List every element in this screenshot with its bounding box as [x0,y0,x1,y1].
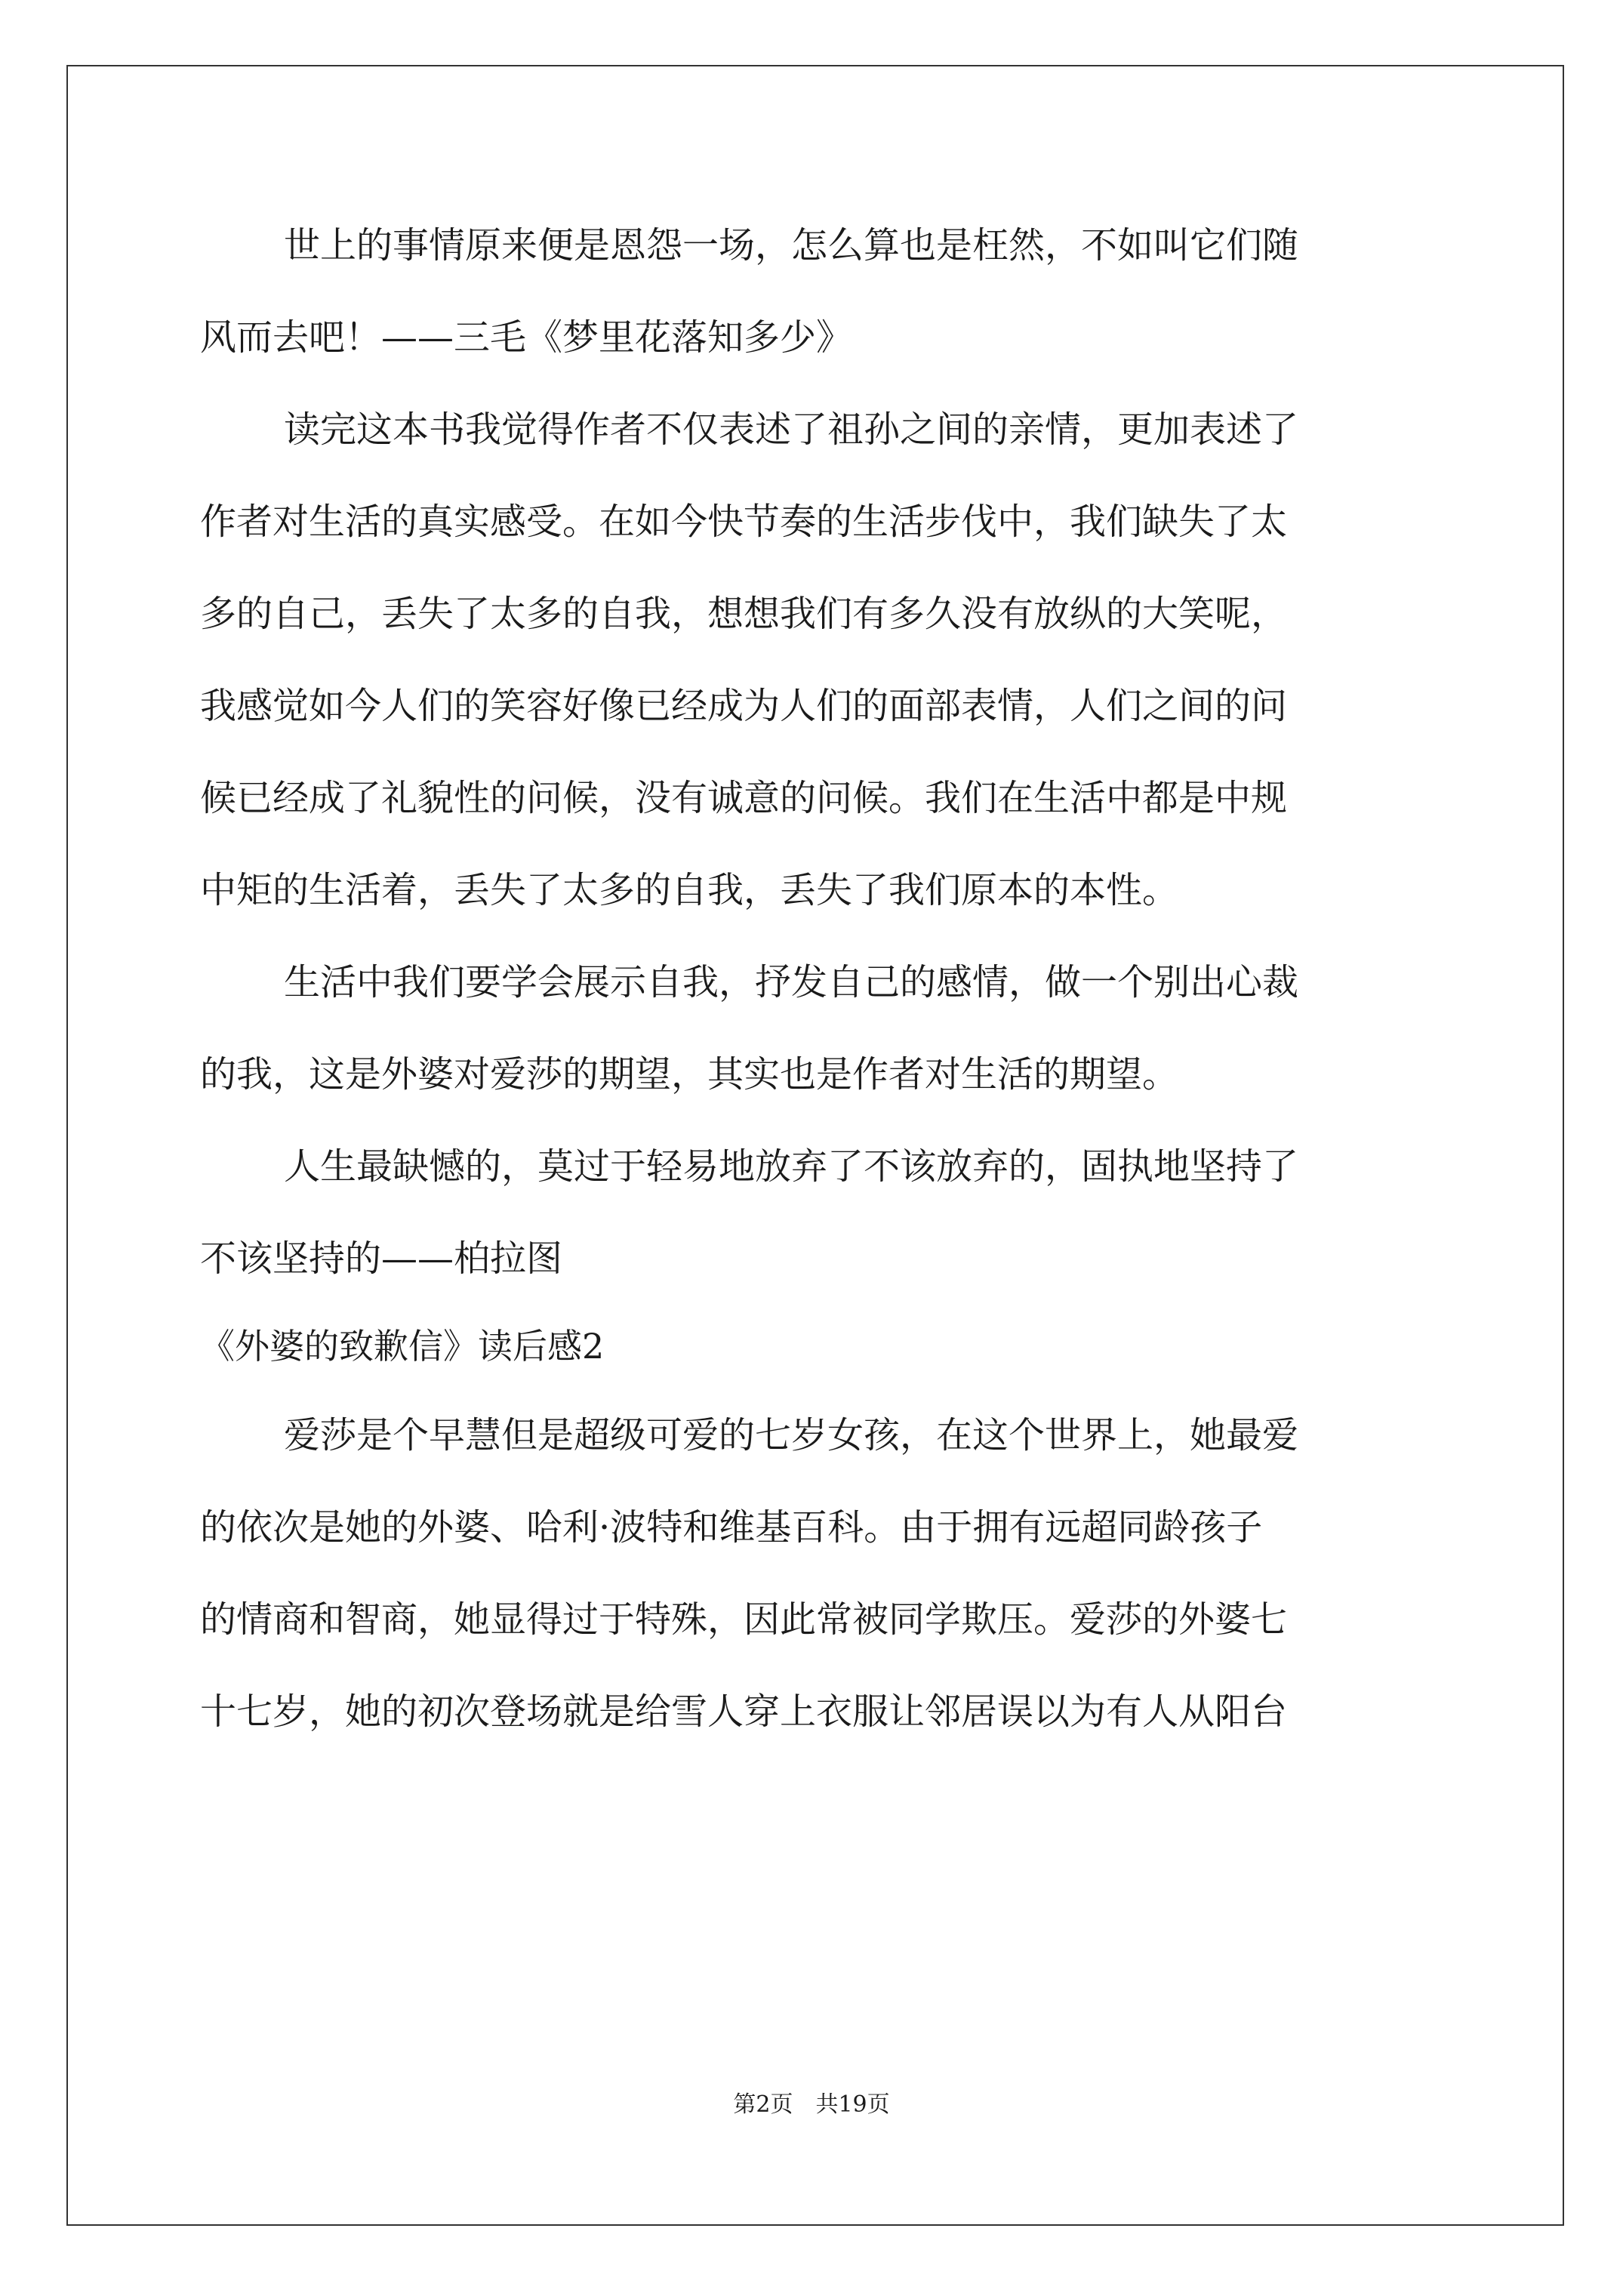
paragraph-line: 爱莎是个早慧但是超级可爱的七岁女孩，在这个世界上，她最爱 [284,1414,1299,1456]
paragraph-line: 我感觉如今人们的笑容好像已经成为人们的面部表情，人们之间的问 [200,685,1288,727]
paragraph-line: 生活中我们要学会展示自我，抒发自己的感情，做一个别出心裁 [284,961,1299,1003]
paragraph-line: 读完这本书我觉得作者不仅表述了祖孙之间的亲情，更加表述了 [284,408,1299,451]
paragraph-line: 风而去吧！——三毛《梦里花落知多少》 [200,316,853,359]
paragraph-line: 中矩的生活着，丢失了太多的自我，丢失了我们原本的本性。 [200,869,1179,911]
paragraph-line: 的依次是她的外婆、哈利·波特和维基百科。由于拥有远超同龄孩子 [200,1506,1263,1549]
paragraph-line: 作者对生活的真实感受。在如今快节奏的生活步伐中，我们缺失了太 [200,501,1288,543]
paragraph-line: 的我，这是外婆对爱莎的期望，其实也是作者对生活的期望。 [200,1053,1179,1096]
section-heading: 《外婆的致歉信》读后感2 [200,1326,605,1367]
paragraph-line: 人生最缺憾的，莫过于轻易地放弃了不该放弃的，固执地坚持了 [284,1145,1299,1188]
paragraph-line: 候已经成了礼貌性的问候，没有诚意的问候。我们在生活中都是中规 [200,777,1288,819]
paragraph-line: 多的自己，丢失了太多的自我，想想我们有多久没有放纵的大笑呢， [200,593,1288,635]
paragraph-line: 十七岁，她的初次登场就是给雪人穿上衣服让邻居误以为有人从阳台 [200,1690,1288,1733]
paragraph-line: 世上的事情原来便是恩怨一场，怎么算也是枉然，不如叫它们随 [284,224,1299,267]
paragraph-line: 不该坚持的——柏拉图 [200,1237,563,1280]
page-number: 第2页 共19页 [733,2091,890,2118]
paragraph-line: 的情商和智商，她显得过于特殊，因此常被同学欺压。爱莎的外婆七 [200,1598,1288,1641]
